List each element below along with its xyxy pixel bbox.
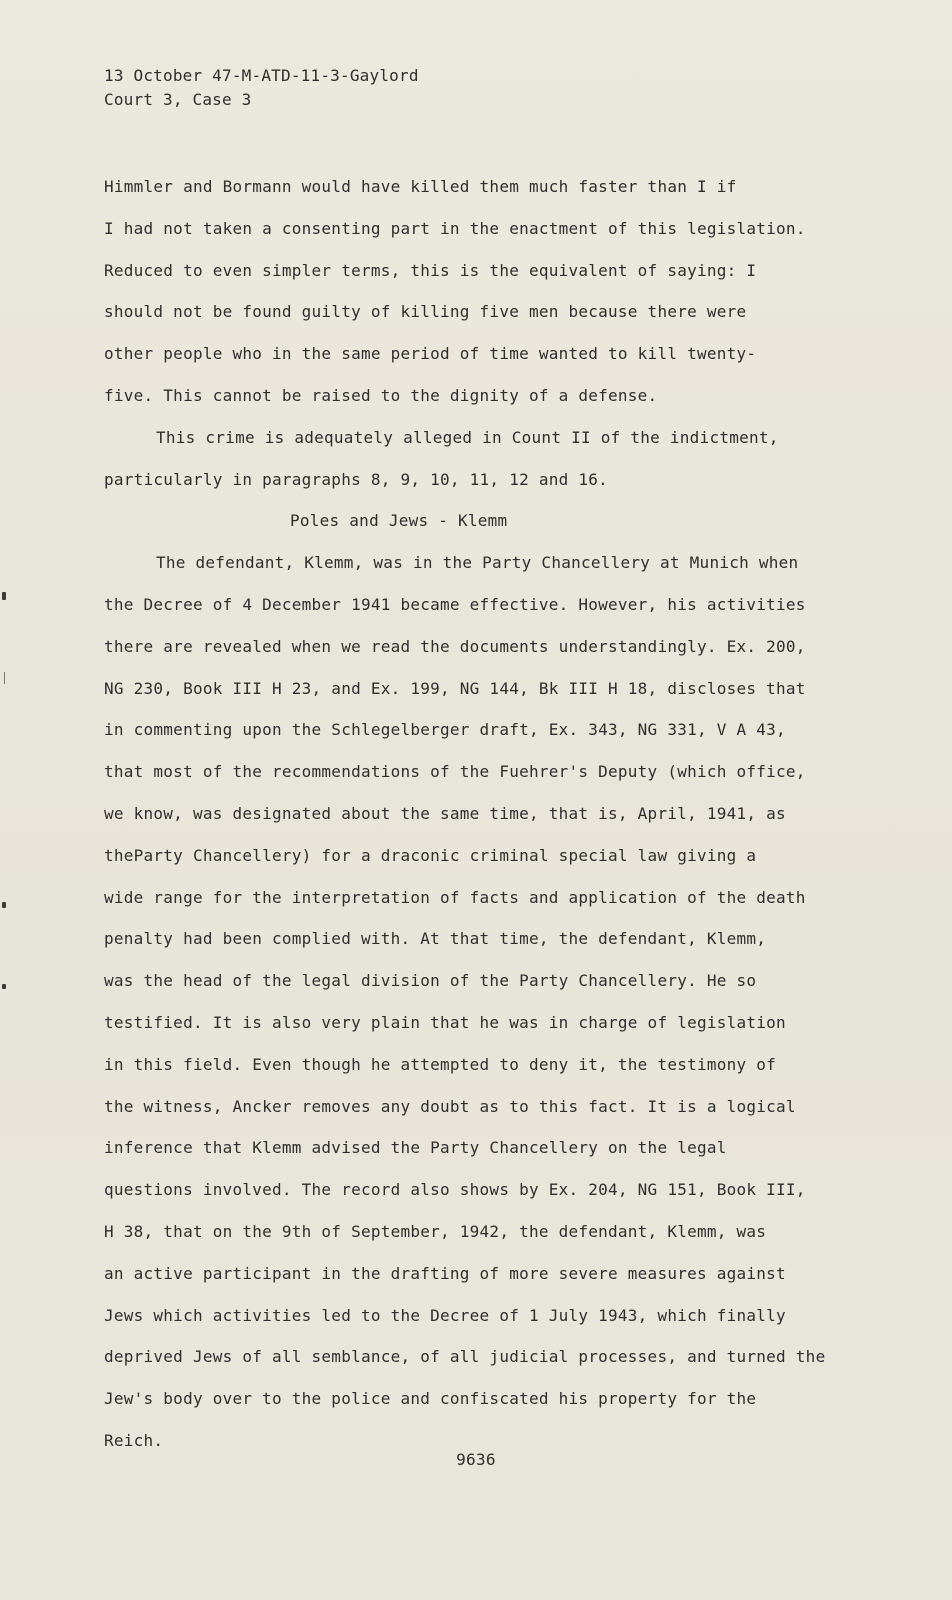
body-line: Jew's body over to the police and confiscated his property for the bbox=[104, 1389, 757, 1409]
margin-mark bbox=[2, 902, 6, 908]
body-line: inference that Klemm advised the Party Chancellery on the legal bbox=[104, 1138, 727, 1158]
body-line: that most of the recommendations of the Fuehrer's Deputy (which office, bbox=[104, 762, 806, 782]
body-line: the witness, Ancker removes any doubt as to this fact. It is a logical bbox=[104, 1096, 796, 1116]
margin-mark bbox=[2, 984, 6, 989]
body-line: theParty Chancellery) for a draconic criminal special law giving a bbox=[104, 845, 757, 865]
body-line: in this field. Even though he attempted to deny it, the testimony of bbox=[104, 1054, 777, 1074]
body-line: NG 230, Book III H 23, and Ex. 199, NG 144, Bk III H 18, discloses that bbox=[104, 678, 806, 698]
body-line: Himmler and Bormann would have killed them much faster than I if bbox=[104, 177, 737, 196]
body-line: H 38, that on the 9th of September, 1942, the defendant, Klemm, was bbox=[104, 1221, 767, 1241]
body-line: wide range for the interpretation of facts and application of the death bbox=[104, 887, 806, 907]
body-line: deprived Jews of all semblance, of all judicial processes, and turned the bbox=[104, 1347, 826, 1367]
body-line: the Decree of 4 December 1941 became effective. However, his activities bbox=[104, 594, 806, 614]
margin-mark bbox=[2, 592, 6, 600]
header-reference-line: 13 October 47-M-ATD-11-3-Gaylord bbox=[104, 66, 419, 85]
body-line: should not be found guilty of killing five men because there were bbox=[104, 302, 747, 322]
body-line: penalty had been complied with. At that time, the defendant, Klemm, bbox=[104, 929, 767, 949]
body-line: questions involved. The record also shows by Ex. 204, NG 151, Book III, bbox=[104, 1180, 806, 1200]
body-line: This crime is adequately alleged in Count II of the indictment, bbox=[156, 427, 779, 447]
body-line: was the head of the legal division of the Party Chancellery. He so bbox=[104, 971, 757, 991]
header-court-line: Court 3, Case 3 bbox=[104, 90, 252, 109]
document-body bbox=[104, 166, 864, 1462]
body-line: Reich. bbox=[104, 1430, 164, 1450]
body-line: Reduced to even simpler terms, this is the equivalent of saying: I bbox=[104, 260, 757, 280]
body-line: five. This cannot be raised to the dignity of a defense. bbox=[104, 385, 658, 405]
body-line: in commenting upon the Schlegelberger draft, Ex. 343, NG 331, V A 43, bbox=[104, 720, 786, 740]
body-line: other people who in the same period of time wanted to kill twenty- bbox=[104, 344, 757, 364]
body-line: an active participant in the drafting of more severe measures against bbox=[104, 1263, 786, 1283]
body-line: particularly in paragraphs 8, 9, 10, 11, 12 and 16. bbox=[104, 469, 609, 489]
section-heading: Poles and Jews - Klemm bbox=[290, 511, 508, 531]
body-line: testified. It is also very plain that he was in charge of legislation bbox=[104, 1012, 786, 1032]
page-number: 9636 bbox=[456, 1450, 496, 1469]
body-line: The defendant, Klemm, was in the Party Chancellery at Munich when bbox=[156, 553, 799, 573]
body-line: there are revealed when we read the documents understandingly. Ex. 200, bbox=[104, 636, 806, 656]
body-line: I had not taken a consenting part in the enactment of this legislation. bbox=[104, 218, 806, 238]
margin-mark bbox=[4, 672, 5, 684]
body-line: we know, was designated about the same time, that is, April, 1941, as bbox=[104, 803, 786, 823]
body-line: Jews which activities led to the Decree of 1 July 1943, which finally bbox=[104, 1305, 786, 1325]
document-header bbox=[104, 64, 419, 112]
